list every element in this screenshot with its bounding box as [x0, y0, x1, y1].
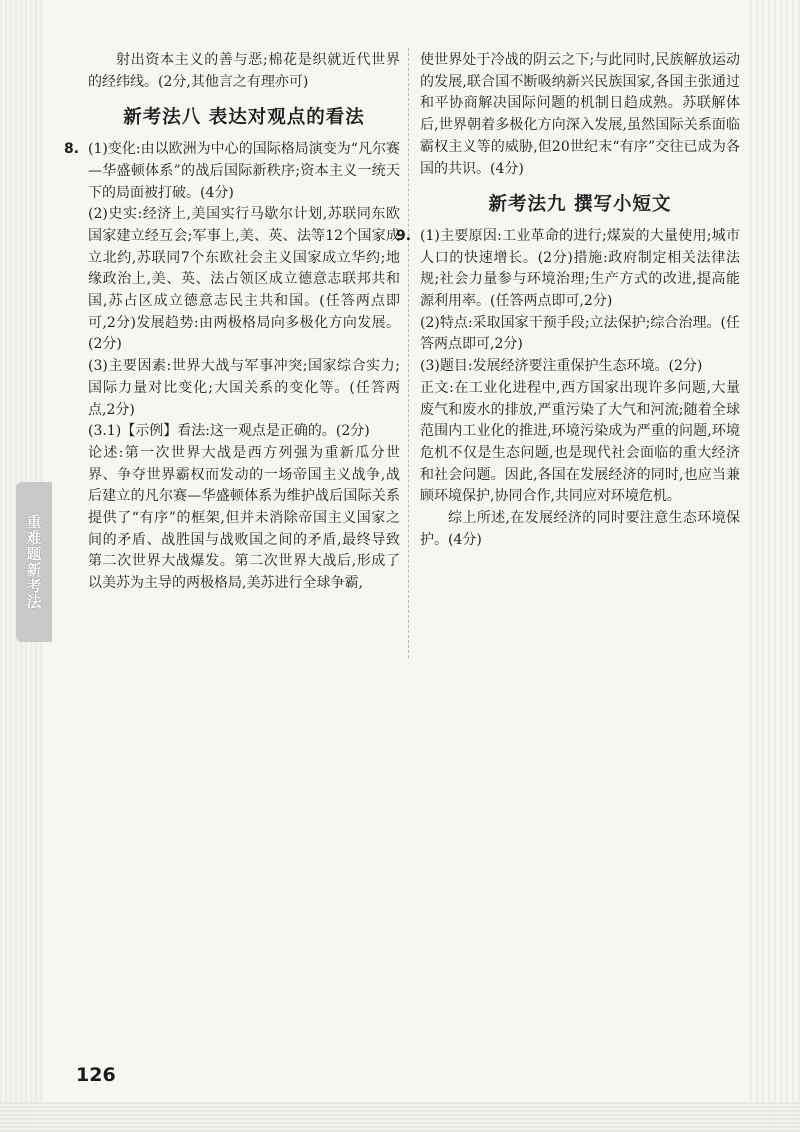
answer-9-1: (1)主要原因:工业革命的进行;煤炭的大量使用;城市人口的快速增长。(2分)措施:政府制定相关法律法规;社会力量参与环境治理;生产方式的改进,提高能源利用率。(任答两点即可,2分): [420, 227, 740, 310]
answer-9-3: (3)题目:发展经济要注重保护生态环境。(2分): [420, 358, 703, 375]
answer-9-essay-conclusion: 综上所述,在发展经济的同时要注意生态环境保护。(4分): [420, 510, 740, 548]
question-8: [64, 139, 400, 595]
right-continuation: 使世界处于冷战的阴云之下;与此同时,民族解放运动的发展,联合国不断吸纳新兴民族国家,各国主张通过和平协商解决国际问题的机制日趋成熟。苏联解体后,世界朝着多极化方向深入发展,虽然国际关系面临霸权主义等的威胁,但20世纪末“有序”交往已成为各国的共识。(4分): [420, 52, 740, 177]
page-number: 126: [76, 1064, 116, 1086]
section-heading-8: 新考法八 表达对观点的看法: [123, 107, 365, 129]
answer-8-3-1: (3.1)【示例】看法:这一观点是正确的。(2分): [88, 423, 370, 440]
question-number-8: 8.: [64, 141, 80, 158]
side-tab-label: 重难题新考法: [24, 514, 43, 610]
answer-9-2: (2)特点:采取国家干预手段;立法保护;综合治理。(任答两点即可,2分): [420, 314, 740, 353]
answer-8-3: (3)主要因素:世界大战与军事冲突;国家综合实力;国际力量对比变化;大国关系的变化等。(任答两点,2分): [88, 358, 400, 418]
scan-edge-bottom: [0, 1102, 800, 1132]
answer-9-essay-body: 正文:在工业化进程中,西方国家出现许多问题,大量废气和废水的排放,严重污染了大气和河流;随着全球范围内工业化的推进,环境污染成为严重的问题,环境危机不仅是生态问题,也是现代社会面临的重大经济和社会问题。因此,各国在发展经济的同时,也应当兼顾环境保护,协同合作,共同应对环境危机。: [420, 379, 740, 505]
column-divider: [408, 48, 409, 658]
side-tab: [16, 482, 52, 642]
scan-edge-right: [750, 0, 800, 1132]
question-9: [396, 226, 740, 552]
left-continuation: 射出资本主义的善与恶;棉花是织就近代世界的经纬线。(2分,其他言之有理亦可): [88, 52, 400, 90]
section-heading-9: 新考法九 撰写小短文: [488, 194, 672, 216]
answer-8-argument: 论述:第一次世界大战是西方列强为重新瓜分世界、争夺世界霸权而发动的一场帝国主义战争,战后建立的凡尔赛—华盛顿体系为维护战后国际关系提供了“有序”的框架,但并未消除帝国主义国家之间的矛盾、战胜国与战败国之间的矛盾,最终导致第二次世界大战爆发。第二次世界大战后,形成了以美苏为主导的两极格局,美苏进行全球争霸,: [88, 444, 400, 592]
left-column: [64, 50, 400, 595]
answer-8-2: (2)史实:经济上,美国实行马歇尔计划,苏联同东欧国家建立经互会;军事上,美、英、法等12个国家成立北约,苏联同7个东欧社会主义国家成立华约;地缘政治上,美、英、法占领区成立德意志联邦共和国,苏占区成立德意志民主共和国。(任答两点即可,2分)发展趋势:由两极格局向多极化方向发展。(2分): [88, 206, 400, 353]
right-column: [396, 50, 740, 551]
answer-8-1: (1)变化:由以欧洲为中心的国际格局演变为“凡尔赛—华盛顿体系”的战后国际新秩序;资本主义一统天下的局面被打破。(4分): [88, 141, 400, 201]
question-number-9: 9.: [396, 227, 412, 244]
